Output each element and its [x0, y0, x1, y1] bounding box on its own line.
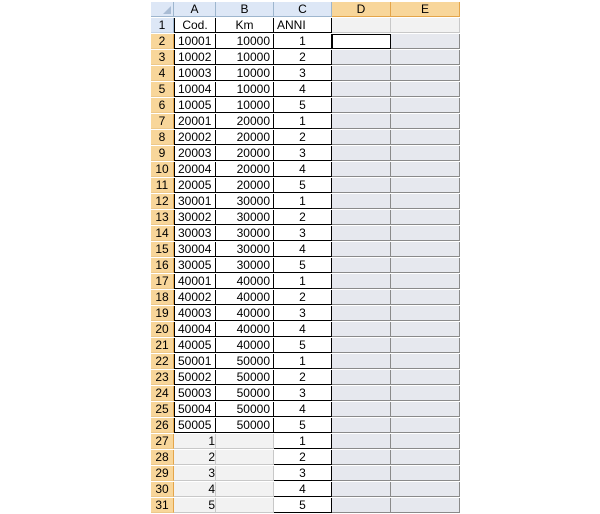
cell-b[interactable]: Km: [216, 18, 274, 33]
cell-d[interactable]: [332, 434, 391, 449]
cell-e[interactable]: [391, 322, 460, 337]
cell-e[interactable]: [391, 482, 460, 497]
row-header[interactable]: 11: [151, 178, 174, 193]
table-row: [151, 82, 460, 98]
row-header[interactable]: 14: [151, 226, 174, 241]
cell-b[interactable]: 20000: [216, 162, 274, 177]
cell-d[interactable]: [332, 370, 391, 385]
cell-e[interactable]: [391, 354, 460, 369]
cell-c[interactable]: 1: [274, 194, 332, 209]
cell-e[interactable]: [391, 418, 460, 433]
cell-b[interactable]: [216, 434, 274, 449]
cell-e[interactable]: [391, 66, 460, 81]
cell-a[interactable]: 4: [174, 482, 216, 497]
cell-d[interactable]: [332, 418, 391, 433]
cell-d[interactable]: [332, 98, 391, 113]
cell-d[interactable]: [332, 354, 391, 369]
row-header[interactable]: 25: [151, 402, 174, 417]
cell-e[interactable]: [391, 450, 460, 465]
cell-e[interactable]: [391, 338, 460, 353]
column-header-a[interactable]: A: [174, 2, 216, 17]
table-row: [151, 402, 460, 418]
cell-d[interactable]: [332, 146, 391, 161]
cell-c[interactable]: 1: [274, 354, 332, 369]
table-row: [151, 130, 460, 146]
cell-c[interactable]: 1: [274, 274, 332, 289]
row-header[interactable]: 9: [151, 146, 174, 161]
cell-c[interactable]: 3: [274, 306, 332, 321]
row-header[interactable]: 10: [151, 162, 174, 177]
table-row: [151, 178, 460, 194]
cell-c[interactable]: 2: [274, 50, 332, 65]
cell-e[interactable]: [391, 178, 460, 193]
cell-d[interactable]: [332, 130, 391, 145]
table-row: [151, 66, 460, 82]
cell-a[interactable]: 40004: [174, 322, 216, 337]
cell-d[interactable]: [332, 498, 391, 513]
cell-e[interactable]: [391, 242, 460, 257]
cell-a[interactable]: 50002: [174, 370, 216, 385]
row-header[interactable]: 13: [151, 210, 174, 225]
cell-e[interactable]: [391, 210, 460, 225]
cell-a[interactable]: 20001: [174, 114, 216, 129]
cell-b[interactable]: [216, 466, 274, 481]
cell-d[interactable]: [332, 226, 391, 241]
cell-b[interactable]: 30000: [216, 242, 274, 257]
row-header[interactable]: 21: [151, 338, 174, 353]
cell-c[interactable]: 5: [274, 498, 332, 513]
table-row: [151, 210, 460, 226]
cell-e[interactable]: [391, 370, 460, 385]
cell-b[interactable]: 40000: [216, 338, 274, 353]
cell-a[interactable]: 50004: [174, 402, 216, 417]
cell-d[interactable]: [332, 194, 391, 209]
cell-b[interactable]: 20000: [216, 146, 274, 161]
cell-b[interactable]: 40000: [216, 274, 274, 289]
cell-c[interactable]: 2: [274, 450, 332, 465]
cell-d[interactable]: [332, 210, 391, 225]
cell-b[interactable]: 10000: [216, 50, 274, 65]
row-header[interactable]: 27: [151, 434, 174, 449]
table-row: [151, 258, 460, 274]
column-header-c[interactable]: C: [274, 2, 332, 17]
row-header[interactable]: 7: [151, 114, 174, 129]
select-all-corner[interactable]: [151, 2, 174, 17]
table-row: [151, 370, 460, 386]
cell-b[interactable]: [216, 482, 274, 497]
cell-a[interactable]: 10005: [174, 98, 216, 113]
cell-a[interactable]: 50001: [174, 354, 216, 369]
cell-d[interactable]: [332, 450, 391, 465]
table-row: [151, 418, 460, 434]
cell-c[interactable]: 4: [274, 402, 332, 417]
cell-a[interactable]: 10002: [174, 50, 216, 65]
table-row: [151, 98, 460, 114]
cell-d[interactable]: [332, 178, 391, 193]
cell-e[interactable]: [391, 402, 460, 417]
column-header-d[interactable]: D: [332, 2, 391, 17]
row-header[interactable]: 5: [151, 82, 174, 97]
table-row: [151, 482, 460, 498]
cell-c[interactable]: 3: [274, 466, 332, 481]
cell-e[interactable]: [391, 130, 460, 145]
row-header[interactable]: 30: [151, 482, 174, 497]
table-row: [151, 306, 460, 322]
table-row: [151, 498, 460, 514]
cell-c[interactable]: 5: [274, 338, 332, 353]
cell-b[interactable]: 20000: [216, 130, 274, 145]
cell-a[interactable]: Cod.: [174, 18, 216, 33]
row-header[interactable]: 1: [151, 18, 174, 33]
cell-b[interactable]: 30000: [216, 194, 274, 209]
cell-d[interactable]: [332, 338, 391, 353]
row-header[interactable]: 18: [151, 290, 174, 305]
cell-d[interactable]: [332, 162, 391, 177]
cell-c[interactable]: 3: [274, 66, 332, 81]
cell-a[interactable]: 30001: [174, 194, 216, 209]
cell-a[interactable]: 30005: [174, 258, 216, 273]
cell-c[interactable]: 5: [274, 178, 332, 193]
cell-e[interactable]: [391, 386, 460, 401]
cell-d[interactable]: [332, 290, 391, 305]
cell-c[interactable]: 4: [274, 82, 332, 97]
cell-e[interactable]: [391, 466, 460, 481]
cell-a[interactable]: 50005: [174, 418, 216, 433]
cell-d[interactable]: [332, 482, 391, 497]
column-header-row: [151, 2, 460, 18]
cell-c[interactable]: 1: [274, 114, 332, 129]
cell-c[interactable]: 4: [274, 482, 332, 497]
cell-e[interactable]: [391, 290, 460, 305]
cell-a[interactable]: 20004: [174, 162, 216, 177]
cell-d[interactable]: [332, 402, 391, 417]
column-header-e[interactable]: E: [391, 2, 460, 17]
cell-d[interactable]: [332, 466, 391, 481]
cell-b[interactable]: 50000: [216, 386, 274, 401]
cell-d[interactable]: [332, 274, 391, 289]
row-header[interactable]: 20: [151, 322, 174, 337]
cell-a[interactable]: 30004: [174, 242, 216, 257]
column-header-b[interactable]: B: [216, 2, 274, 17]
table-row: [151, 450, 460, 466]
cell-d[interactable]: [332, 242, 391, 257]
row-header[interactable]: 6: [151, 98, 174, 113]
cell-a[interactable]: 40002: [174, 290, 216, 305]
row-header[interactable]: 12: [151, 194, 174, 209]
cell-c[interactable]: 1: [274, 34, 332, 49]
cell-c[interactable]: 2: [274, 130, 332, 145]
cell-b[interactable]: 10000: [216, 66, 274, 81]
cell-c[interactable]: 5: [274, 258, 332, 273]
row-header[interactable]: 15: [151, 242, 174, 257]
cell-b[interactable]: 30000: [216, 258, 274, 273]
row-header[interactable]: 16: [151, 258, 174, 273]
cell-e[interactable]: [391, 34, 460, 49]
table-row: [151, 434, 460, 450]
cell-b[interactable]: 20000: [216, 178, 274, 193]
cell-a[interactable]: 40005: [174, 338, 216, 353]
row-header[interactable]: 31: [151, 498, 174, 513]
cell-c[interactable]: 3: [274, 386, 332, 401]
cell-d[interactable]: [332, 66, 391, 81]
cell-b[interactable]: 10000: [216, 34, 274, 49]
row-header[interactable]: 3: [151, 50, 174, 65]
cell-b[interactable]: 30000: [216, 226, 274, 241]
cell-d[interactable]: [332, 258, 391, 273]
cell-e[interactable]: [391, 306, 460, 321]
cell-e[interactable]: [391, 50, 460, 65]
table-row: [151, 226, 460, 242]
cell-a[interactable]: 30002: [174, 210, 216, 225]
cell-a[interactable]: 10004: [174, 82, 216, 97]
cell-c[interactable]: 2: [274, 370, 332, 385]
table-row: [151, 290, 460, 306]
cell-c[interactable]: 2: [274, 210, 332, 225]
cell-e[interactable]: [391, 162, 460, 177]
cell-a[interactable]: 20005: [174, 178, 216, 193]
cell-a[interactable]: 10003: [174, 66, 216, 81]
row-header[interactable]: 4: [151, 66, 174, 81]
cell-e[interactable]: [391, 114, 460, 129]
cell-c[interactable]: 3: [274, 146, 332, 161]
cell-c[interactable]: 4: [274, 162, 332, 177]
table-row: [151, 18, 460, 34]
cell-b[interactable]: 50000: [216, 418, 274, 433]
cell-c[interactable]: 1: [274, 434, 332, 449]
cell-b[interactable]: 30000: [216, 210, 274, 225]
row-header[interactable]: 23: [151, 370, 174, 385]
table-row: [151, 354, 460, 370]
cell-a[interactable]: 40003: [174, 306, 216, 321]
cell-e[interactable]: [391, 146, 460, 161]
spreadsheet-grid[interactable]: [151, 2, 460, 512]
cell-d[interactable]: [332, 114, 391, 129]
row-header[interactable]: 8: [151, 130, 174, 145]
cell-a[interactable]: 2: [174, 450, 216, 465]
table-row: [151, 242, 460, 258]
table-row: [151, 386, 460, 402]
cell-b[interactable]: 50000: [216, 402, 274, 417]
table-row: [151, 322, 460, 338]
cell-b[interactable]: [216, 450, 274, 465]
cell-a[interactable]: 30003: [174, 226, 216, 241]
cell-e[interactable]: [391, 498, 460, 513]
cell-c[interactable]: 2: [274, 290, 332, 305]
table-row: [151, 466, 460, 482]
cell-d[interactable]: [332, 50, 391, 65]
cell-b[interactable]: 50000: [216, 370, 274, 385]
cell-b[interactable]: 20000: [216, 114, 274, 129]
cell-c[interactable]: 5: [274, 98, 332, 113]
table-row: [151, 338, 460, 354]
cell-e[interactable]: [391, 82, 460, 97]
cell-a[interactable]: 50003: [174, 386, 216, 401]
cell-b[interactable]: 50000: [216, 354, 274, 369]
table-row: [151, 274, 460, 290]
cell-a[interactable]: 3: [174, 466, 216, 481]
cell-a[interactable]: 1: [174, 434, 216, 449]
cell-d[interactable]: [332, 386, 391, 401]
cell-e[interactable]: [391, 18, 460, 33]
cell-d[interactable]: [332, 82, 391, 97]
cell-e[interactable]: [391, 226, 460, 241]
cell-a[interactable]: 20002: [174, 130, 216, 145]
cell-b[interactable]: 10000: [216, 82, 274, 97]
table-row: [151, 34, 460, 50]
cell-c[interactable]: 4: [274, 242, 332, 257]
row-header[interactable]: 17: [151, 274, 174, 289]
cell-e[interactable]: [391, 258, 460, 273]
row-header[interactable]: 19: [151, 306, 174, 321]
row-header[interactable]: 28: [151, 450, 174, 465]
row-header[interactable]: 24: [151, 386, 174, 401]
cell-e[interactable]: [391, 274, 460, 289]
table-row: [151, 50, 460, 66]
cell-a[interactable]: 5: [174, 498, 216, 513]
cell-a[interactable]: 20003: [174, 146, 216, 161]
table-row: [151, 146, 460, 162]
cell-e[interactable]: [391, 98, 460, 113]
table-row: [151, 114, 460, 130]
row-header[interactable]: 22: [151, 354, 174, 369]
cell-c[interactable]: ANNI: [274, 18, 332, 33]
cell-b[interactable]: 40000: [216, 306, 274, 321]
cell-e[interactable]: [391, 434, 460, 449]
cell-e[interactable]: [391, 194, 460, 209]
cell-d[interactable]: [332, 306, 391, 321]
cell-b[interactable]: 40000: [216, 322, 274, 337]
cell-b[interactable]: 40000: [216, 290, 274, 305]
cell-a[interactable]: 40001: [174, 274, 216, 289]
cell-d[interactable]: [332, 322, 391, 337]
cell-b[interactable]: [216, 498, 274, 513]
row-header[interactable]: 2: [151, 34, 174, 49]
row-header[interactable]: 26: [151, 418, 174, 433]
cell-d[interactable]: [332, 18, 391, 33]
cell-d[interactable]: [332, 34, 391, 49]
cell-b[interactable]: 10000: [216, 98, 274, 113]
cell-c[interactable]: 3: [274, 226, 332, 241]
cell-c[interactable]: 4: [274, 322, 332, 337]
cell-c[interactable]: 5: [274, 418, 332, 433]
table-row: [151, 162, 460, 178]
row-header[interactable]: 29: [151, 466, 174, 481]
cell-a[interactable]: 10001: [174, 34, 216, 49]
table-row: [151, 194, 460, 210]
